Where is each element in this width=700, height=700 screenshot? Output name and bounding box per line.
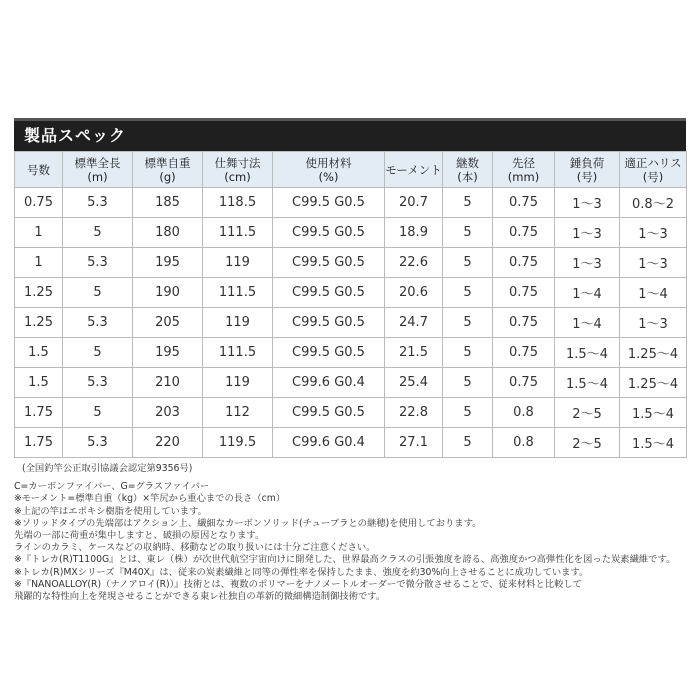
table-cell: 18.9	[385, 218, 443, 248]
table-cell: 5	[63, 218, 133, 248]
column-header	[443, 152, 493, 188]
table-header-row	[15, 152, 687, 188]
table-cell: 0.75	[493, 338, 555, 368]
table-cell: 5	[443, 398, 493, 428]
table-cell: 1	[15, 248, 63, 278]
table-cell: C99.6 G0.4	[273, 428, 385, 458]
table-cell: 22.8	[385, 398, 443, 428]
column-header	[203, 152, 273, 188]
table-cell: C99.5 G0.5	[273, 188, 385, 218]
table-cell: 25.4	[385, 368, 443, 398]
table-cell: 1.5～4	[555, 368, 620, 398]
table-cell: 0.8	[493, 428, 555, 458]
column-header	[133, 152, 203, 188]
table-cell: C99.5 G0.5	[273, 218, 385, 248]
table-cell: 0.75	[15, 188, 63, 218]
table-cell: 5	[443, 368, 493, 398]
table-cell: 1.5～4	[620, 398, 687, 428]
table-cell: 180	[133, 218, 203, 248]
table-row	[15, 278, 687, 308]
table-cell: 0.75	[493, 308, 555, 338]
table-cell: 190	[133, 278, 203, 308]
table-cell: 118.5	[203, 188, 273, 218]
table-cell: C99.6 G0.4	[273, 368, 385, 398]
table-cell: 0.75	[493, 368, 555, 398]
note-line: 飛躍的な特性向上を発現させることができる東レ社独自の革新的微細構造制御技術です。	[14, 591, 386, 603]
table-cell: 5.3	[63, 308, 133, 338]
column-header-unit: (号)	[576, 169, 598, 184]
column-header-unit: (m)	[87, 169, 108, 184]
table-cell: 0.8～2	[620, 188, 687, 218]
table-cell: 5	[443, 308, 493, 338]
section-title-bar	[14, 118, 686, 151]
column-header	[555, 152, 620, 188]
column-header-label: 錘負荷	[569, 155, 605, 170]
table-row	[15, 308, 687, 338]
table-cell: C99.5 G0.5	[273, 398, 385, 428]
table-cell: C99.5 G0.5	[273, 338, 385, 368]
column-header	[493, 152, 555, 188]
column-header	[63, 152, 133, 188]
table-cell: 5	[443, 428, 493, 458]
table-cell: 119.5	[203, 428, 273, 458]
certification-note: (全国釣竿公正取引協議会認定第9356号)	[22, 463, 193, 474]
table-cell: 195	[133, 338, 203, 368]
column-header-unit: (mm)	[507, 169, 540, 184]
column-header-label: 号数	[27, 162, 50, 177]
table-cell: 2～5	[555, 398, 620, 428]
table-cell: 1～3	[620, 308, 687, 338]
column-header	[273, 152, 385, 188]
table-cell: 20.6	[385, 278, 443, 308]
table-cell: 5	[443, 218, 493, 248]
table-cell: 119	[203, 308, 273, 338]
table-cell: 1～3	[555, 218, 620, 248]
table-cell: 0.8	[493, 398, 555, 428]
table-cell: 1.25	[15, 278, 63, 308]
column-header-unit: (g)	[159, 169, 176, 184]
table-cell: 1～3	[620, 248, 687, 278]
table-cell: 5	[63, 398, 133, 428]
table-body	[15, 188, 687, 458]
table-cell: 195	[133, 248, 203, 278]
table-cell: 111.5	[203, 218, 273, 248]
table-cell: 5.3	[63, 368, 133, 398]
note-line: ※トレカ(R)MXシリーズ『M40X』は、従来の炭素繊維と同等の弾性率を保持したまま、強度を約30%向上させることに成功しています。	[14, 566, 589, 578]
table-cell: 5.3	[63, 428, 133, 458]
table-cell: 0.75	[493, 188, 555, 218]
table-cell: 119	[203, 368, 273, 398]
table-cell: 1～3	[555, 188, 620, 218]
table-cell: 0.75	[493, 248, 555, 278]
table-cell: 20.7	[385, 188, 443, 218]
table-cell: 1.75	[15, 398, 63, 428]
spec-section	[14, 118, 686, 603]
table-cell: 1.5	[15, 368, 63, 398]
note-line: C=カーボンファイバー、G=グラスファイバー	[14, 481, 210, 493]
table-row	[15, 428, 687, 458]
section-title: 製品スペック	[24, 126, 127, 145]
table-cell: 1.25～4	[620, 338, 687, 368]
table-cell: 1.25	[15, 308, 63, 338]
column-header	[620, 152, 687, 188]
table-cell: C99.5 G0.5	[273, 248, 385, 278]
column-header-label: 標準全長	[74, 155, 121, 170]
table-cell: 1.5～4	[620, 428, 687, 458]
table-cell: 119	[203, 248, 273, 278]
table-cell: 0.75	[493, 218, 555, 248]
table-cell: C99.5 G0.5	[273, 308, 385, 338]
table-row	[15, 218, 687, 248]
table-cell: 0.75	[493, 278, 555, 308]
column-header-unit: (号)	[642, 169, 664, 184]
table-cell: 203	[133, 398, 203, 428]
table-cell: 5	[443, 338, 493, 368]
table-cell: 5	[443, 188, 493, 218]
note-line: ※上記の竿はエポキシ樹脂を使用しています。	[14, 505, 207, 517]
table-cell: 1～3	[620, 218, 687, 248]
table-cell: C99.5 G0.5	[273, 278, 385, 308]
table-cell: 112	[203, 398, 273, 428]
table-cell: 5	[443, 248, 493, 278]
table-cell: 111.5	[203, 278, 273, 308]
table-row	[15, 368, 687, 398]
table-cell: 1	[15, 218, 63, 248]
column-header-label: 仕舞寸法	[214, 155, 261, 170]
column-header	[15, 152, 63, 188]
table-cell: 1～3	[555, 248, 620, 278]
table-cell: 5	[63, 338, 133, 368]
table-cell: 185	[133, 188, 203, 218]
column-header-label: 標準自重	[144, 155, 191, 170]
table-cell: 1.75	[15, 428, 63, 458]
notes-section	[14, 463, 686, 603]
column-header-label: モーメント	[385, 162, 442, 177]
table-cell: 205	[133, 308, 203, 338]
column-header-unit: (%)	[318, 169, 339, 184]
table-cell: 1.5～4	[555, 338, 620, 368]
table-cell: 111.5	[203, 338, 273, 368]
note-line: 先端の一部に荷重が集中しますと、破損の原因となります。	[14, 530, 265, 542]
table-cell: 5	[63, 278, 133, 308]
column-header-label: 先径	[512, 155, 535, 170]
column-header	[385, 152, 443, 188]
table-cell: 1～4	[555, 308, 620, 338]
column-header-label: 使用材料	[305, 155, 352, 170]
column-header-label: 適正ハリス	[624, 155, 682, 170]
note-line: ※『NANOALLOY(R)（ナノアロイ(R)）』技術とは、複数のポリマーをナノメートルオーダーで微分散させることで、従来材料と比較して	[14, 578, 582, 590]
table-cell: 5	[443, 278, 493, 308]
table-row	[15, 248, 687, 278]
table-row	[15, 398, 687, 428]
column-header-unit: (cm)	[224, 169, 251, 184]
column-header-label: 継数	[456, 155, 479, 170]
table-cell: 27.1	[385, 428, 443, 458]
table-cell: 2～5	[555, 428, 620, 458]
note-line: ※『トレカ(R)T1100G』とは、東レ（株）が次世代航空宇宙向けに開発した、世界最高クラスの引張強度を誇る、高強度かつ高弾性化を図った炭素繊維です。	[14, 554, 676, 566]
table-cell: 1～4	[620, 278, 687, 308]
note-line: ※モーメント=標準自重（kg）×竿尻から重心までの長さ（cm）	[14, 493, 286, 505]
table-cell: 1～4	[555, 278, 620, 308]
table-cell: 5.3	[63, 248, 133, 278]
note-line: ラインのカラミ、ケースなどの収納時、移動などの取り扱いには十分ご注意ください。	[14, 542, 376, 554]
column-header-unit: (本)	[457, 169, 478, 184]
table-cell: 210	[133, 368, 203, 398]
table-cell: 1.5	[15, 338, 63, 368]
table-cell: 5.3	[63, 188, 133, 218]
table-row	[15, 338, 687, 368]
table-cell: 220	[133, 428, 203, 458]
note-line: ※ソリッドタイプの先端部はアクション上、繊細なカーボンソリッド(チューブラとの継穂)を使用しております。	[14, 517, 482, 529]
table-cell: 24.7	[385, 308, 443, 338]
notes-list	[14, 481, 686, 603]
table-row	[15, 188, 687, 218]
spec-table	[14, 151, 687, 458]
table-cell: 22.6	[385, 248, 443, 278]
table-cell: 21.5	[385, 338, 443, 368]
table-cell: 1.25～4	[620, 368, 687, 398]
